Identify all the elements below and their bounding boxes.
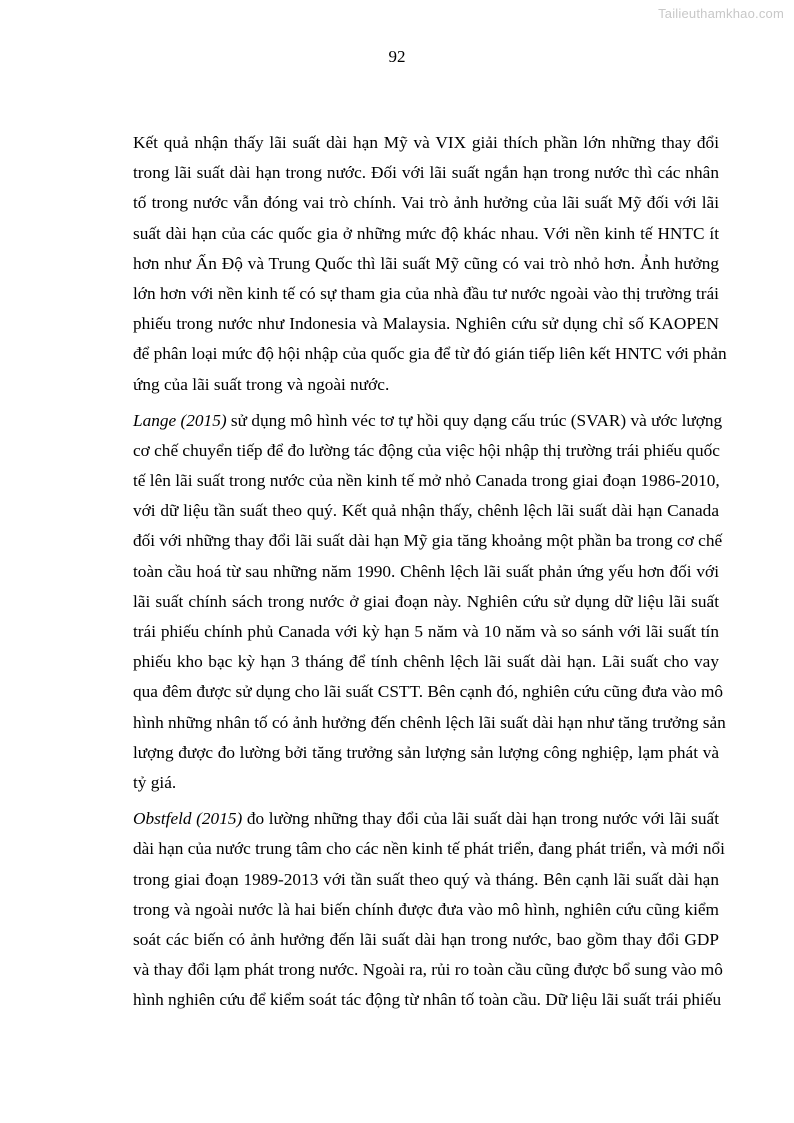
text-run: sử dụng mô hình véc tơ tự hồi quy dạng cấu trúc (SVAR) và ước lượng bbox=[226, 410, 723, 430]
text-line: lớn hơn với nền kinh tế có sự tham gia của nhà đầu tư nước ngoài vào thị trường trái bbox=[133, 283, 719, 303]
text-line: tỷ giá. bbox=[133, 772, 177, 792]
text-line: phiếu trong nước như Indonesia và Malaysia. Nghiên cứu sử dụng chỉ số KAOPEN bbox=[133, 314, 719, 334]
text-line: hình những nhân tố có ảnh hưởng đến chênh lệch lãi suất dài hạn như tăng trưởng sản bbox=[133, 712, 726, 732]
text-line-first bbox=[133, 804, 719, 834]
text-line: hình nghiên cứu để kiểm soát tác động từ nhân tố toàn cầu. Dữ liệu lãi suất trái phiếu bbox=[133, 990, 722, 1010]
text-line: cơ chế chuyển tiếp để đo lường tác động của việc hội nhập thị trường trái phiếu quốc bbox=[133, 440, 720, 460]
page-number: 92 bbox=[388, 47, 406, 66]
text-line: tế lên lãi suất trong nước của nền kinh tế mở nhỏ Canada trong giai đoạn 1986-2010, bbox=[133, 471, 720, 491]
watermark: Tailieuthamkhao.com bbox=[658, 6, 784, 21]
text-line: trong lãi suất dài hạn trong nước. Đối với lãi suất ngắn hạn trong nước thì các nhân bbox=[133, 163, 719, 183]
text-line: lượng được đo lường bởi tăng trưởng sản lượng sản lượng công nghiệp, lạm phát và bbox=[133, 742, 719, 762]
citation: Lange (2015) bbox=[133, 410, 227, 430]
text-line: với dữ liệu tần suất theo quý. Kết quả nhận thấy, chênh lệch lãi suất dài hạn Canada bbox=[133, 501, 719, 521]
text-line: toàn cầu hoá từ sau những năm 1990. Chênh lệch lãi suất phản ứng yếu hơn đối với bbox=[133, 561, 719, 581]
text-line: trong và ngoài nước là hai biến chính được đưa vào mô hình, nghiên cứu cũng kiểm bbox=[133, 899, 719, 919]
text-line: tố trong nước vẫn đóng vai trò chính. Vai trò ảnh hưởng của lãi suất Mỹ đối với lãi bbox=[133, 193, 719, 213]
paragraph-lange-2015 bbox=[133, 406, 726, 798]
text-run: đo lường những thay đổi của lãi suất dài hạn trong nước với lãi suất bbox=[242, 809, 720, 829]
text-line: để phân loại mức độ hội nhập của quốc gia để từ đó gián tiếp liên kết HNTC với phản bbox=[133, 344, 727, 364]
text-line: qua đêm được sử dụng cho lãi suất CSTT. Bên cạnh đó, nghiên cứu cũng đưa vào mô bbox=[133, 682, 724, 702]
text-line: trong giai đoạn 1989-2013 với tần suất theo quý và tháng. Bên cạnh lãi suất dài hạn bbox=[133, 869, 719, 889]
citation: Obstfeld (2015) bbox=[133, 809, 243, 829]
text-line: dài hạn của nước trung tâm cho các nền kinh tế phát triển, đang phát triển, và mới nổi bbox=[133, 839, 725, 859]
text-line: và thay đổi lạm phát trong nước. Ngoài ra, rủi ro toàn cầu cũng được bổ sung vào mô bbox=[133, 960, 723, 980]
text-line: Kết quả nhận thấy lãi suất dài hạn Mỹ và VIX giải thích phần lớn những thay đổi bbox=[133, 133, 719, 152]
text-line: đối với những thay đổi lãi suất dài hạn Mỹ gia tăng khoảng một phần ba trong cơ chế bbox=[133, 531, 723, 551]
text-line: lãi suất chính sách trong nước ở giai đoạn này. Nghiên cứu sử dụng dữ liệu lãi suất bbox=[133, 591, 719, 611]
paragraph-obstfeld-2015 bbox=[133, 804, 725, 1015]
text-line: hơn như Ấn Độ và Trung Quốc thì lãi suất Mỹ cũng có vai trò nhỏ hơn. Ảnh hưởng bbox=[133, 253, 719, 273]
paragraph-1 bbox=[133, 128, 727, 400]
text-line: suất dài hạn của các quốc gia ở những mức độ khác nhau. Với nền kinh tế HNTC ít bbox=[133, 223, 719, 243]
text-line-first bbox=[133, 406, 723, 436]
text-line: ứng của lãi suất trong và ngoài nước. bbox=[133, 374, 390, 394]
text-line: phiếu kho bạc kỳ hạn 3 tháng để tính chênh lệch lãi suất dài hạn. Lãi suất cho vay bbox=[133, 652, 719, 672]
text-line: soát các biến có ảnh hưởng đến lãi suất dài hạn trong nước, bao gồm thay đổi GDP bbox=[133, 929, 719, 949]
document-body bbox=[133, 128, 727, 1021]
text-line: trái phiếu chính phủ Canada với kỳ hạn 5 năm và 10 năm và so sánh với lãi suất tín bbox=[133, 622, 719, 641]
